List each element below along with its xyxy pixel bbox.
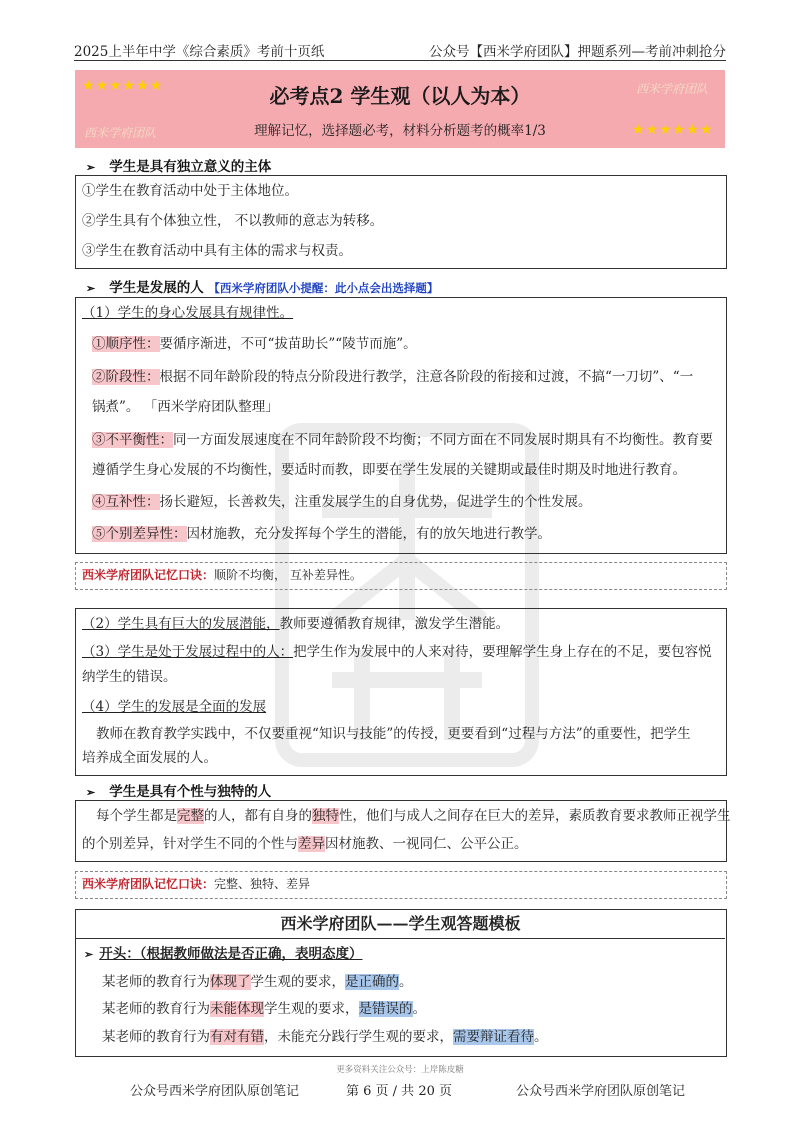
- mnemonic-2: 西米学府团队记忆口诀：完整、独特、差异: [82, 877, 311, 891]
- star-rating-right: ★★★★★★: [632, 122, 714, 138]
- section1-item: ①学生在教育活动中处于主体地位。: [82, 183, 298, 199]
- rule-item-cont: 遵循学生身心发展的不均衡性，要适时而教，即要在学生发展的关键期或最佳时期及时地进行教育。: [92, 462, 686, 478]
- rule-item: ③不平衡性：同一方面发展速度在不同年龄阶段不均衡；不同方面在不同发展时期具有不均衡性。教育要: [92, 432, 713, 448]
- banner-watermark-left: 西米学府团队: [84, 126, 157, 140]
- rule-item: ①顺序性：要循序渐进，不可“拔苗助长”“陵节而施”。: [92, 336, 417, 352]
- page-number: 第 6 页 / 共 20 页: [346, 1084, 452, 1099]
- mnemonic: 西米学府团队记忆口诀：顺阶不均衡， 互补差异性。: [82, 568, 362, 582]
- template-row: 某老师的教育行为未能体现学生观的要求，是错误的。: [102, 1001, 426, 1017]
- arrow-bullet-icon: ➢: [86, 161, 96, 174]
- section1-item: ②学生具有个体独立性， 不以教师的意志为转移。: [82, 213, 384, 229]
- rule-item: ④互补性：扬长避短，长善救失，注重发展学生的自身优势，促进学生的个性发展。: [92, 494, 592, 510]
- rule-item-cont: 锅煮”。 「西米学府团队整理」: [92, 399, 279, 415]
- banner-watermark-right: 西米学府团队: [636, 82, 709, 96]
- footer-left: 公众号西米学府团队原创笔记: [130, 1084, 300, 1099]
- page-subtitle: 理解记忆，选择题必考，材料分析题考的概率1/3: [254, 123, 546, 139]
- section3-text-cont: 的个别差异，针对学生不同的个性与差异因材施教、一视同仁、公平公正。: [82, 836, 528, 852]
- point-3: （3）学生是处于发展过程中的人：把学生作为发展中的人来对待，要理解学生身上存在的不足，要包容悦: [82, 644, 712, 660]
- section1-item: ③学生在教育活动中具有主体的需求与权责。: [82, 243, 352, 259]
- footer-note: 更多资料关注公众号：上岸陈皮糖: [336, 1065, 464, 1075]
- rule-title: （1）学生的身心发展具有规律性。: [82, 305, 294, 321]
- footer-right: 公众号西米学府团队原创笔记: [516, 1084, 686, 1099]
- point-3-cont: 纳学生的错误。: [82, 669, 177, 685]
- header-divider: [74, 60, 726, 61]
- section1-heading: ➢ 学生是具有独立意义的主体: [86, 159, 272, 175]
- arrow-bullet-icon: ➢: [84, 948, 94, 961]
- header-left: 2025上半年中学《综合素质》考前十页纸: [74, 44, 325, 60]
- arrow-bullet-icon: ➢: [86, 282, 96, 295]
- point-4: （4）学生的发展是全面的发展: [82, 699, 267, 715]
- template-opening: ➢ 开头：（根据教师做法是否正确，表明态度）: [84, 946, 363, 962]
- tip-badge: 【西米学府团队小提醒：此小点会出选择题】: [208, 281, 439, 295]
- point-2: （2）学生具有巨大的发展潜能，教师要遵循教育规律，激发学生潜能。: [82, 616, 510, 632]
- point-4-cont: 培养成全面发展的人。: [82, 750, 217, 766]
- section3-text: 每个学生都是完整的人，都有自身的独特性，他们与成人之间存在巨大的差异，素质教育要求教师正视学生: [96, 808, 731, 824]
- point-4-text: 教师在教育教学实践中，不仅要重视“知识与技能”的传授，更要看到“过程与方法”的重要性，把学生: [96, 726, 691, 742]
- arrow-bullet-icon: ➢: [86, 786, 96, 799]
- header-right: 公众号【西米学府团队】押题系列—考前冲刺抢分: [429, 44, 726, 60]
- section3-heading: ➢ 学生是具有个性与独特的人: [86, 784, 272, 800]
- template-title: 西米学府团队——学生观答题模板: [76, 910, 725, 939]
- page-title: 必考点2 学生观（以人为本）: [269, 84, 531, 108]
- template-row: 某老师的教育行为有对有错，未能充分践行学生观的要求，需要辩证看待。: [102, 1029, 548, 1045]
- template-row: 某老师的教育行为体现了学生观的要求，是正确的。: [102, 974, 413, 990]
- star-rating-left: ★★★★★★: [82, 78, 164, 94]
- section2-heading: ➢ 学生是发展的人 【西米学府团队小提醒：此小点会出选择题】: [86, 280, 439, 296]
- rule-item: ②阶段性：根据不同年龄阶段的特点分阶段进行教学，注意各阶段的衔接和过渡，不搞“一刀切”、“一: [92, 369, 694, 385]
- rule-item: ⑤个别差异性：因材施教，充分发挥每个学生的潜能，有的放矢地进行教学。: [92, 526, 551, 542]
